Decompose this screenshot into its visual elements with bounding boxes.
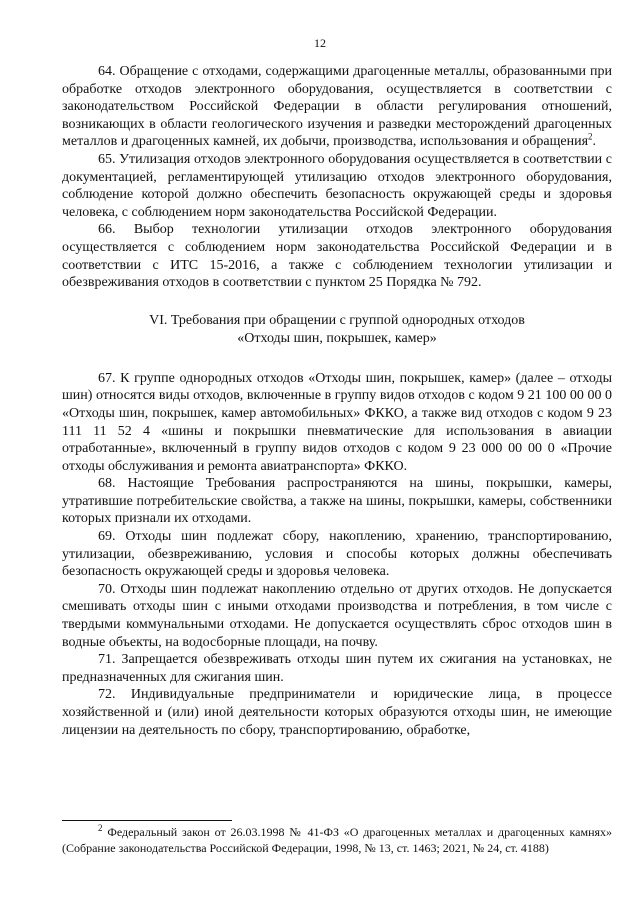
- paragraph-71: 71. Запрещается обезвреживать отходы шин путем их сжигания на установках, не предназначенных для сжигания шин.: [62, 652, 612, 685]
- footnote-divider: [62, 820, 232, 821]
- section-heading: [62, 312, 612, 348]
- paragraph-68: 68. Настоящие Требования распространяются на шины, покрышки, камеры, утратившие потребительские свойства, а также на шины, покрышки, камеры, собственники которых признали их отходами.: [62, 476, 612, 527]
- footnote-reference[interactable]: 2: [588, 131, 593, 142]
- paragraph-65: 65. Утилизация отходов электронного оборудования осуществляется в соответствии с документацией, регламентирующей утилизацию отходов электронного оборудования, соблюдение которой должно обеспечить безопасность окружающей среды и здоровья человека, с соблюдением норм законодательства Российской Федерации.: [62, 151, 612, 220]
- footnote-text: Федеральный закон от 26.03.1998 № 41-ФЗ «О драгоценных металлах и драгоценных камнях» (Собрание законодательства Российской Федерации, 1998, № 13, ст. 1463; 2021, № 24, ст. 4188): [62, 825, 613, 855]
- paragraph-69: 69. Отходы шин подлежат сбору, накоплению, хранению, транспортированию, утилизации, обезвреживанию, условия и способы которых должны обеспечивать безопасность окружающей среды и здоровья человека.: [62, 529, 612, 580]
- section-heading-line-1: VI. Требования при обращении с группой однородных отходов: [149, 312, 525, 328]
- footnote-area: [62, 820, 612, 856]
- section-heading-line-2: «Отходы шин, покрышек, камер»: [237, 330, 437, 346]
- footnote: [62, 825, 612, 856]
- paragraph-64: [62, 63, 612, 151]
- paragraph-70: 70. Отходы шин подлежат накоплению отдельно от других отходов. Не допускается смешивать отходы шин с иными отходами производства и потребления, в том числе с твердыми коммунальными отходами. Не допускается осуществлять сброс отходов шин в водные объекты, на водосборные площади, на почву.: [62, 581, 612, 650]
- paragraph-67: 67. К группе однородных отходов «Отходы шин, покрышек, камер» (далее – отходы шин) относятся виды отходов, включенные в группу видов отходов с кодом 9 21 100 00 00 0 «Отходы шин, покрышек, камер автомобильных» ФККО, а также вид отходов с кодом 9 23 111 11 52 4 «шины и покрышки пневматические для использования в авиации отработанные», включенный в группу видов отходов с кодом 9 23 000 00 00 0 «Прочие отходы обслуживания и ремонта авиатранспорта» ФККО.: [62, 370, 612, 474]
- paragraph-72: 72. Индивидуальные предприниматели и юридические лица, в процессе хозяйственной и (или) иной деятельности которых образуются отходы шин, не имеющие лицензии на деятельность по сбору, транспортированию, обработке,: [62, 687, 612, 738]
- footnote-marker: 2: [98, 823, 103, 833]
- paragraph-64-text: 64. Обращение с отходами, содержащими драгоценные металлы, образованными при обработке отходов электронного оборудования, осуществляется в соответствии с законодательством Российской Федерации в области регулирования отношений, возникающих в области геологического изучения и разведки месторождений драгоценных металлов и драгоценных камней, их добычи, производства, использования и обращения: [62, 64, 612, 150]
- paragraph-64-tail: .: [592, 134, 597, 150]
- document-body: [62, 63, 612, 739]
- page-number: 12: [314, 36, 326, 50]
- paragraph-66: 66. Выбор технологии утилизации отходов электронного оборудования осуществляется с соблюдением норм законодательства Российской Федерации и в соответствии с ИТС 15-2016, а также с соблюдением технологии утилизации и обезвреживания отходов в соответствии с пунктом 25 Порядка № 792.: [62, 222, 612, 291]
